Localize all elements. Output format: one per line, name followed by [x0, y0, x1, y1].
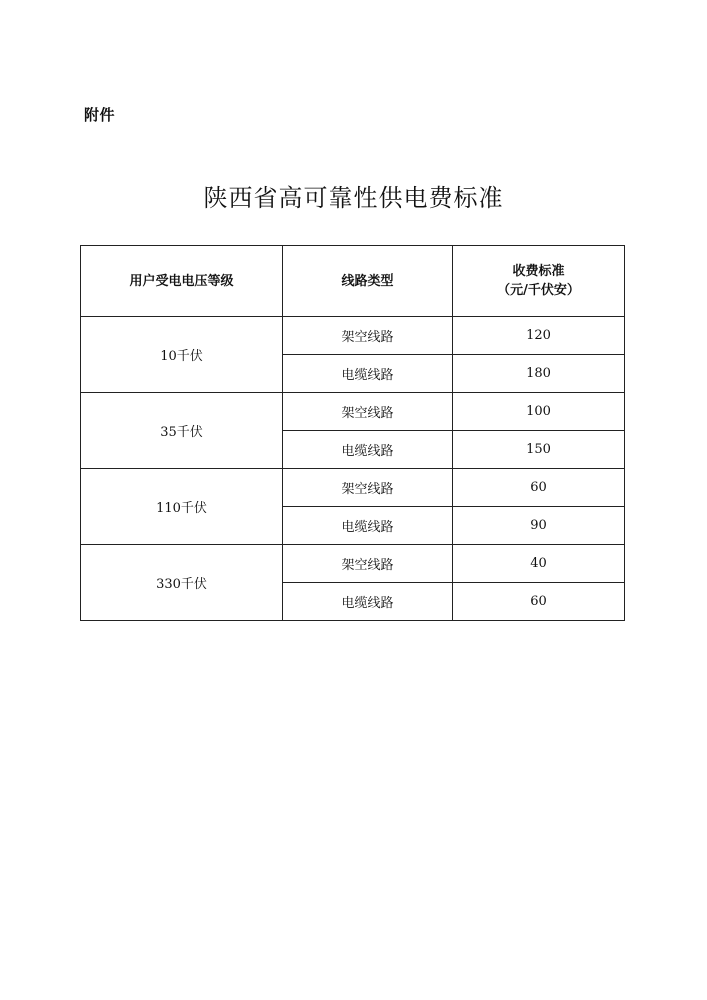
table-row [81, 469, 625, 507]
fee-cell: 180 [453, 355, 625, 393]
line-type-cell: 架空线路 [283, 469, 453, 507]
line-type-cell: 电缆线路 [283, 355, 453, 393]
fee-cell: 120 [453, 317, 625, 355]
fee-cell: 60 [453, 469, 625, 507]
table-row [81, 317, 625, 355]
fee-cell: 150 [453, 431, 625, 469]
voltage-cell: 10千伏 [81, 317, 283, 393]
fee-cell: 100 [453, 393, 625, 431]
table-row [81, 545, 625, 583]
attachment-label: 附件 [84, 106, 116, 124]
fee-standard-table [80, 245, 625, 621]
header-line-type: 线路类型 [283, 246, 453, 317]
table-row [81, 393, 625, 431]
table-header-row [81, 246, 625, 317]
line-type-cell: 电缆线路 [283, 583, 453, 621]
voltage-cell: 330千伏 [81, 545, 283, 621]
fee-cell: 90 [453, 507, 625, 545]
line-type-cell: 架空线路 [283, 393, 453, 431]
header-fee-standard [453, 246, 625, 317]
line-type-cell: 架空线路 [283, 545, 453, 583]
document-title: 陕西省高可靠性供电费标准 [203, 184, 504, 212]
line-type-cell: 架空线路 [283, 317, 453, 355]
line-type-cell: 电缆线路 [283, 507, 453, 545]
header-fee-unit: （元/千伏安） [497, 283, 580, 298]
fee-cell: 60 [453, 583, 625, 621]
fee-cell: 40 [453, 545, 625, 583]
voltage-cell: 110千伏 [81, 469, 283, 545]
header-fee-title: 收费标准 [512, 264, 565, 279]
line-type-cell: 电缆线路 [283, 431, 453, 469]
voltage-cell: 35千伏 [81, 393, 283, 469]
header-voltage-level: 用户受电电压等级 [81, 246, 283, 317]
